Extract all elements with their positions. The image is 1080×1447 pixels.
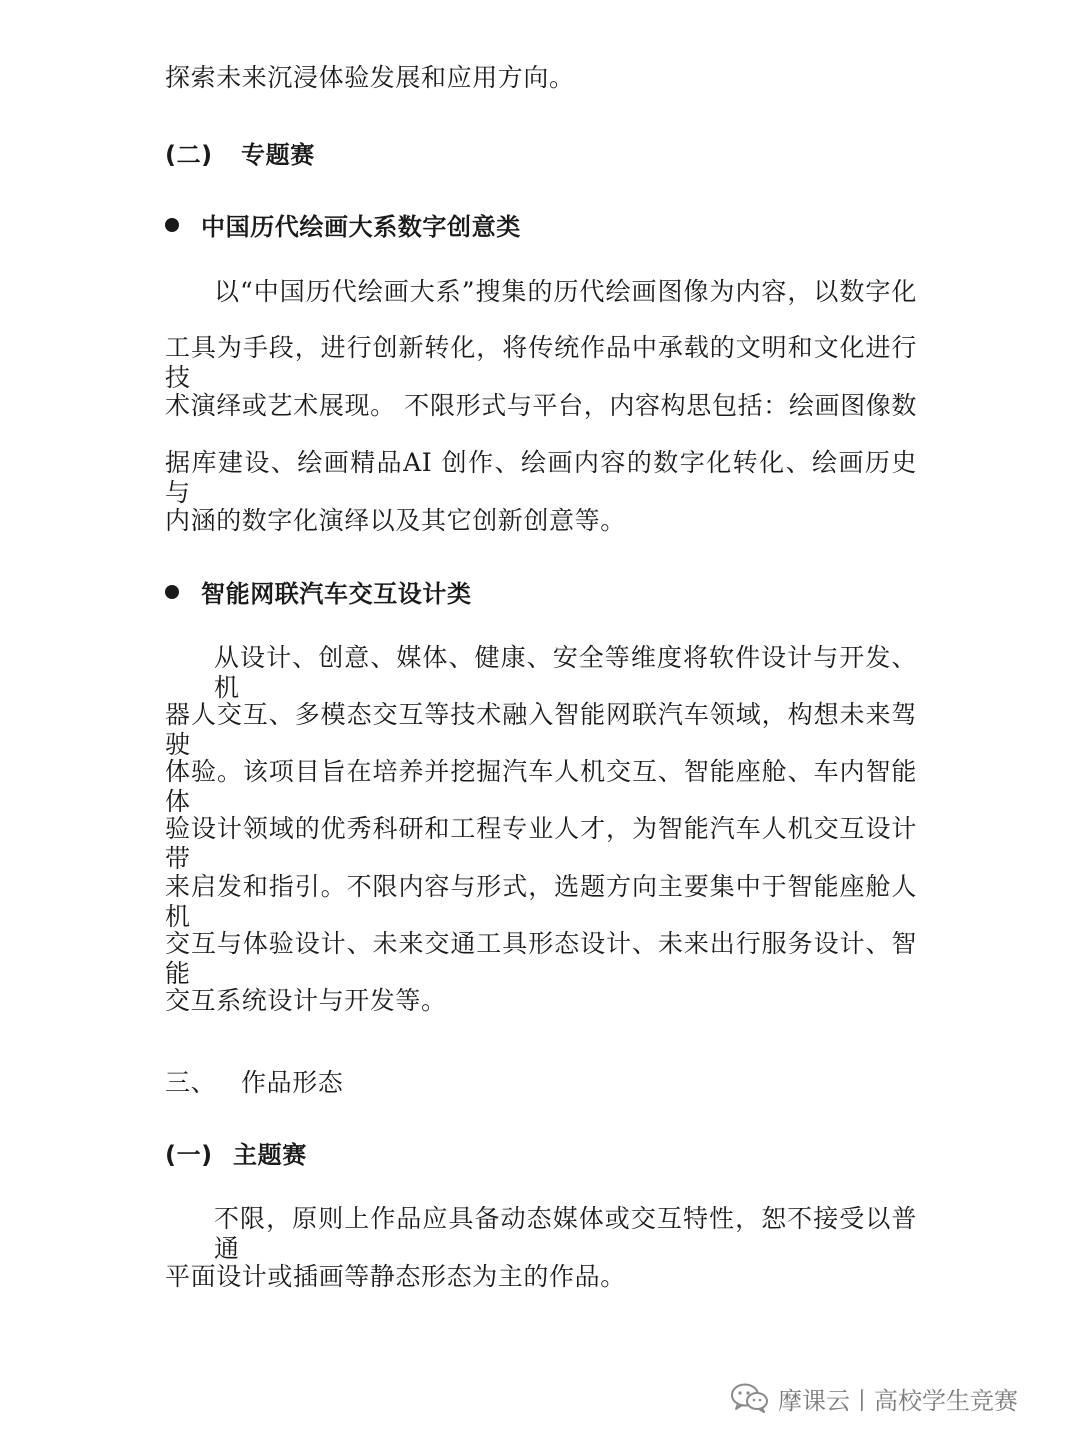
bullet-dot-icon bbox=[165, 585, 179, 599]
paragraph-line: 从设计、创意、媒体、健康、安全等维度将软件设计与开发、机 bbox=[214, 643, 917, 702]
paragraph-line: 探索未来沉浸体验发展和应用方向。 bbox=[165, 63, 575, 92]
paragraph-line: 以“中国历代绘画大系”搜集的历代绘画图像为内容，以数字化 bbox=[214, 277, 917, 306]
paragraph-line: 体验。该项目旨在培养并挖掘汽车人机交互、智能座舱、车内智能体 bbox=[165, 757, 917, 816]
bullet-title: 中国历代绘画大系数字创意类 bbox=[201, 213, 521, 241]
subheading-title: 专题赛 bbox=[241, 141, 315, 169]
watermark-text: 摩课云丨高校学生竞赛 bbox=[778, 1386, 1018, 1415]
bullet-heading-painting bbox=[165, 212, 521, 242]
paragraph-line: 来启发和指引。不限内容与形式，选题方向主要集中于智能座舱人机 bbox=[165, 872, 917, 931]
paragraph-line: 据库建设、绘画精品AI 创作、绘画内容的数字化转化、绘画历史与 bbox=[165, 448, 917, 507]
paragraph-line: 器人交互、多模态交互等技术融入智能网联汽车领域，构想未来驾驶 bbox=[165, 700, 917, 759]
paragraph-line: 平面设计或插画等静态形态为主的作品。 bbox=[165, 1262, 626, 1291]
paragraph-line: 不限，原则上作品应具备动态媒体或交互特性，恕不接受以普通 bbox=[214, 1204, 917, 1263]
paragraph-line: 内涵的数字化演绎以及其它创新创意等。 bbox=[165, 506, 626, 535]
subheading-theme bbox=[165, 1140, 307, 1170]
paragraph-line: 术演绎或艺术展现。 不限形式与平台，内容构思包括：绘画图像数 bbox=[165, 391, 917, 420]
paragraph-line: 工具为手段，进行创新转化，将传统作品中承载的文明和文化进行技 bbox=[165, 333, 917, 392]
subheading-number: (一) bbox=[165, 1141, 213, 1169]
paragraph-line: 验设计领域的优秀科研和工程专业人才，为智能汽车人机交互设计带 bbox=[165, 814, 917, 873]
paragraph-line: 交互与体验设计、未来交通工具形态设计、未来出行服务设计、智能 bbox=[165, 929, 917, 988]
watermark bbox=[730, 1380, 1018, 1416]
section-number: 三、 bbox=[165, 1068, 217, 1097]
subheading-special bbox=[165, 140, 315, 170]
wechat-icon bbox=[730, 1382, 770, 1414]
bullet-title: 智能网联汽车交互设计类 bbox=[201, 580, 472, 608]
section-title: 作品形态 bbox=[241, 1068, 344, 1097]
paragraph-line: 交互系统设计与开发等。 bbox=[165, 986, 447, 1015]
subheading-title: 主题赛 bbox=[233, 1141, 307, 1169]
bullet-heading-vehicle bbox=[165, 579, 472, 609]
subheading-number: (二) bbox=[165, 141, 213, 169]
bullet-dot-icon bbox=[165, 218, 179, 232]
section-heading-3 bbox=[165, 1068, 343, 1098]
